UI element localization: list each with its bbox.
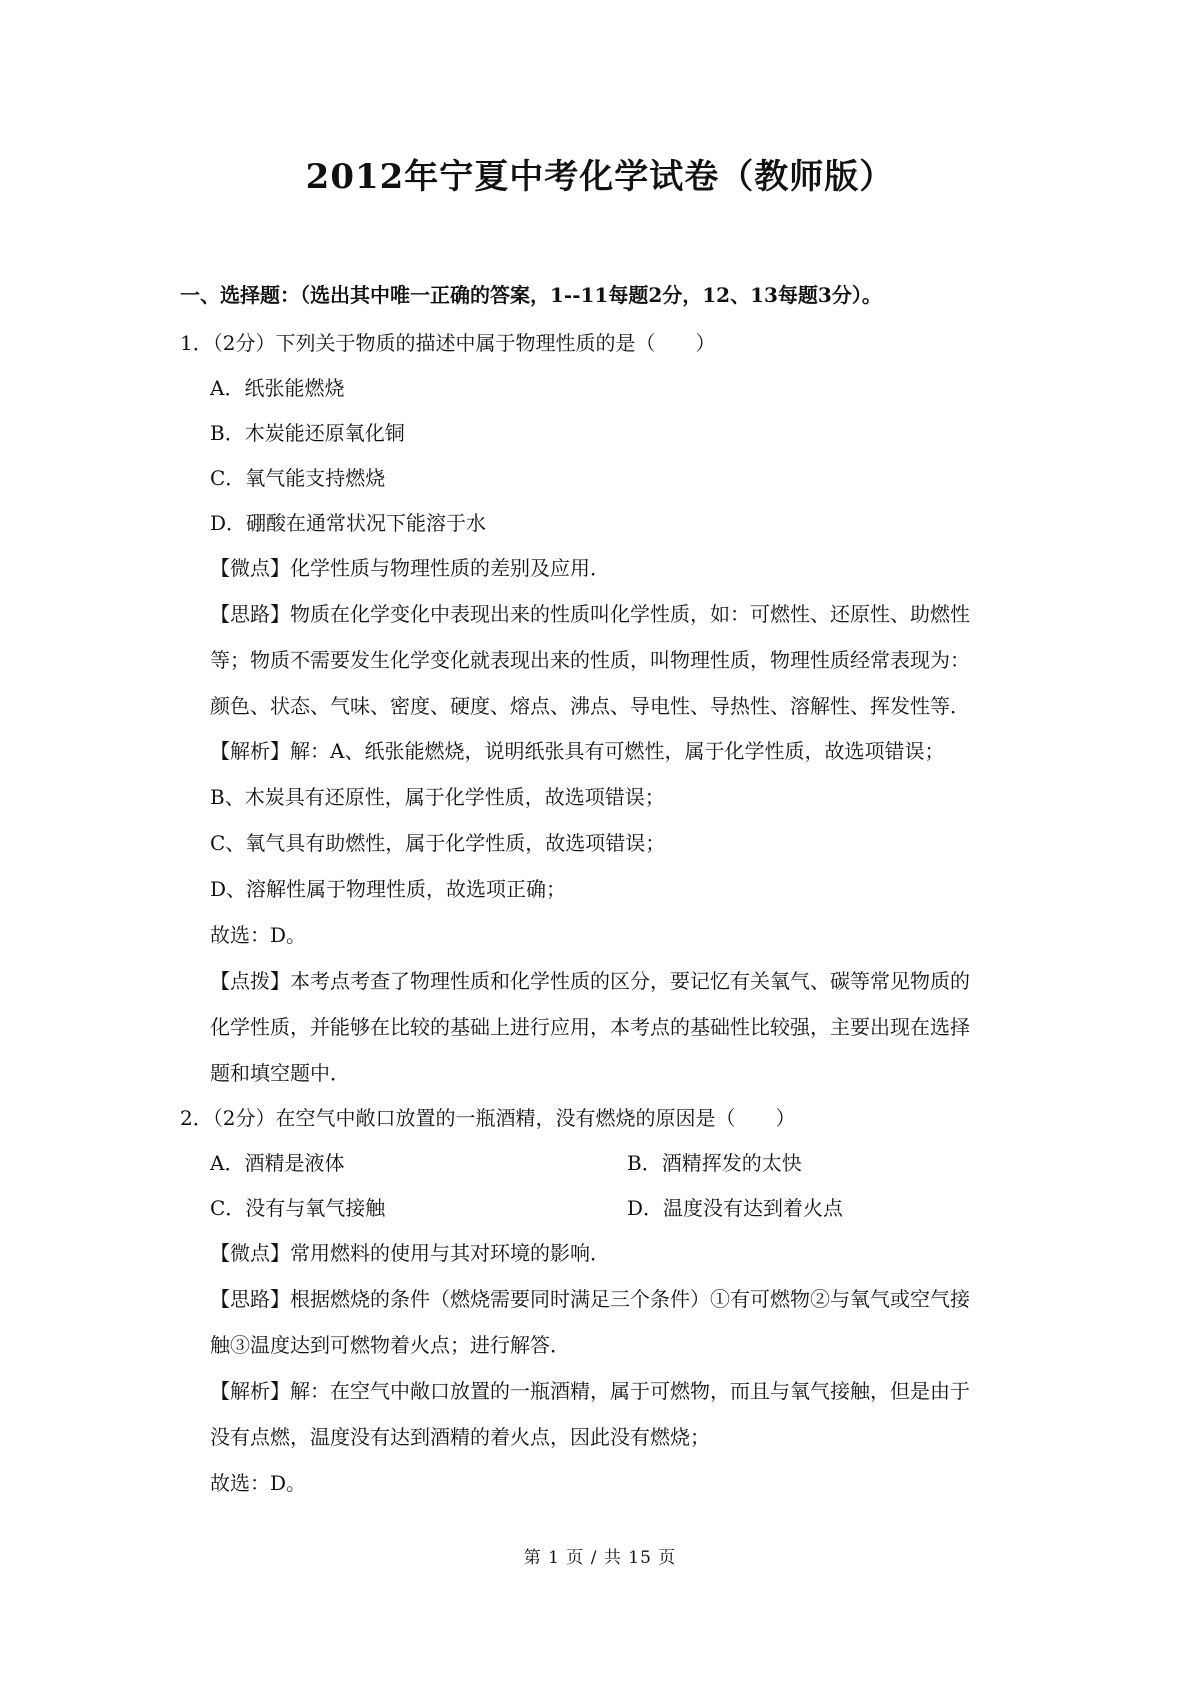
page-footer: 第 1 页 / 共 15 页: [523, 1548, 677, 1568]
question-1-silu-line: 颜色、状态、气味、密度、硬度、熔点、沸点、导电性、导热性、溶解性、挥发性等．: [210, 694, 970, 718]
question-1-stem: 1．（2分）下列关于物质的描述中属于物理性质的是（ ）: [180, 331, 716, 355]
question-2-option-a: A．酒精是液体: [210, 1151, 345, 1175]
question-1-option-c: C．氧气能支持燃烧: [210, 466, 386, 490]
question-1-dianbo-line: 化学性质，并能够在比较的基础上进行应用，本考点的基础性比较强，主要出现在选择: [210, 1015, 970, 1039]
question-1-weidian: 【微点】化学性质与物理性质的差别及应用．: [210, 556, 610, 580]
question-1-dianbo-line: 题和填空题中．: [210, 1061, 350, 1085]
question-2-option-b: B．酒精挥发的太快: [627, 1151, 802, 1175]
section-heading: 一、选择题：（选出其中唯一正确的答案，1--11每题2分，12、13每题3分）。: [180, 283, 882, 307]
question-1-jiexi-line: B、木炭具有还原性，属于化学性质，故选项错误；: [210, 785, 665, 809]
question-1-answer: 故选：D。: [210, 923, 307, 947]
question-1-silu-line: 【思路】物质在化学变化中表现出来的性质叫化学性质，如：可燃性、还原性、助燃性: [210, 602, 970, 626]
question-2-option-d: D．温度没有达到着火点: [627, 1196, 844, 1220]
question-2-stem: 2．（2分）在空气中敞口放置的一瓶酒精，没有燃烧的原因是（ ）: [180, 1106, 796, 1130]
question-2-option-c: C．没有与氧气接触: [210, 1196, 386, 1220]
page-title: 2012年宁夏中考化学试卷（教师版）: [305, 157, 895, 197]
question-1-option-b: B．木炭能还原氧化铜: [210, 421, 405, 445]
question-2-weidian: 【微点】常用燃料的使用与其对环境的影响．: [210, 1241, 610, 1265]
question-2-jiexi-line: 没有点燃，温度没有达到酒精的着火点，因此没有燃烧；: [210, 1425, 710, 1449]
question-1-jiexi-line: C、氧气具有助燃性，属于化学性质，故选项错误；: [210, 831, 666, 855]
question-2-jiexi-line: 【解析】解：在空气中敞口放置的一瓶酒精，属于可燃物，而且与氧气接触，但是由于: [210, 1379, 970, 1403]
question-2-silu-line: 【思路】根据燃烧的条件（燃烧需要同时满足三个条件）①有可燃物②与氧气或空气接: [210, 1287, 970, 1311]
question-1-jiexi-line: D、溶解性属于物理性质，故选项正确；: [210, 877, 567, 901]
question-1-option-a: A．纸张能燃烧: [210, 376, 345, 400]
question-1-silu-line: 等；物质不需要发生化学变化就表现出来的性质，叫物理性质，物理性质经常表现为：: [210, 648, 970, 672]
question-2-answer: 故选：D。: [210, 1471, 307, 1495]
question-2-silu-line: 触③温度达到可燃物着火点；进行解答．: [210, 1333, 570, 1357]
question-1-jiexi-line: 【解析】解：A、纸张能燃烧，说明纸张具有可燃性，属于化学性质，故选项错误；: [210, 739, 945, 763]
question-1-dianbo-line: 【点拨】本考点考查了物理性质和化学性质的区分，要记忆有关氧气、碳等常见物质的: [210, 969, 970, 993]
question-1-option-d: D．硼酸在通常状况下能溶于水: [210, 511, 487, 535]
